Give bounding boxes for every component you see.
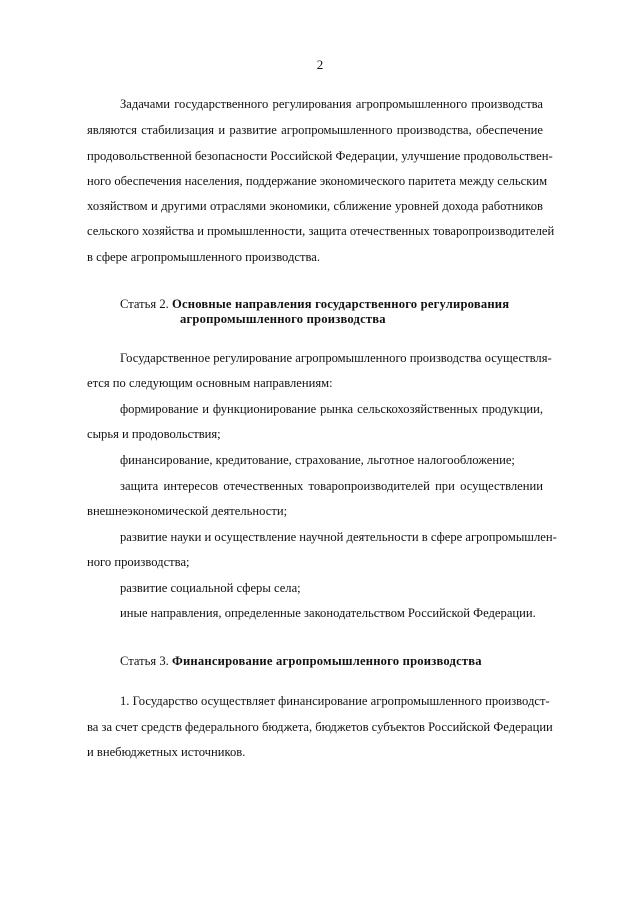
article2-line: иные направления, определенные законодательством Российской Федерации.: [120, 606, 536, 620]
article3-heading: [120, 653, 482, 669]
intro-line: продовольственной безопасности Российской Федерации, улучшение продовольствен-: [87, 149, 553, 163]
intro-line: Задачами государственного регулирования агропромышленного производства: [120, 97, 543, 111]
article2-title-continued: агропромышленного производства: [180, 312, 386, 326]
article2-label: Статья 2.: [120, 297, 169, 311]
article3-title: Финансирование агропромышленного производства: [171, 654, 482, 668]
article2-line: Государственное регулирование агропромышленного производства осуществля-: [120, 351, 552, 365]
article3-line: ва за счет средств федерального бюджета, бюджетов субъектов Российской Федерации: [87, 720, 553, 734]
article2-title: Основные направления государственного регулирования: [171, 297, 510, 311]
article2-line: внешнеэкономической деятельности;: [87, 504, 288, 518]
intro-line: хозяйством и другими отраслями экономики, сближение уровней дохода работников: [87, 199, 543, 213]
intro-line: сельского хозяйства и промышленности, защита отечественных товаропроизводителей: [87, 224, 555, 238]
article3-line: 1. Государство осуществляет финансирование агропромышленного производст-: [120, 694, 550, 708]
article2-line: ного производства;: [87, 555, 190, 569]
article2-line: защита интересов отечественных товаропроизводителей при осуществлении: [120, 479, 543, 493]
intro-line: ного обеспечения населения, поддержание экономического паритета между сельским: [87, 174, 548, 188]
article2-line: развитие социальной сферы села;: [120, 581, 301, 595]
article2-line: развитие науки и осуществление научной деятельности в сфере агропромышлен-: [120, 530, 557, 544]
article2-line: формирование и функционирование рынка сельскохозяйственных продукции,: [120, 402, 543, 416]
intro-line: являются стабилизация и развитие агропромышленного производства, обеспечение: [87, 123, 543, 137]
article2-line: финансирование, кредитование, страхование, льготное налогообложение;: [120, 453, 515, 467]
article2-line: ется по следующим основным направлениям:: [87, 376, 333, 390]
article2-heading: [120, 296, 509, 312]
article3-line: и внебюджетных источников.: [87, 745, 246, 759]
intro-line: в сфере агропромышленного производства.: [87, 250, 321, 264]
article2-line: сырья и продовольствия;: [87, 427, 221, 441]
article3-label: Статья 3.: [120, 654, 169, 668]
page-number: 2: [316, 57, 324, 72]
